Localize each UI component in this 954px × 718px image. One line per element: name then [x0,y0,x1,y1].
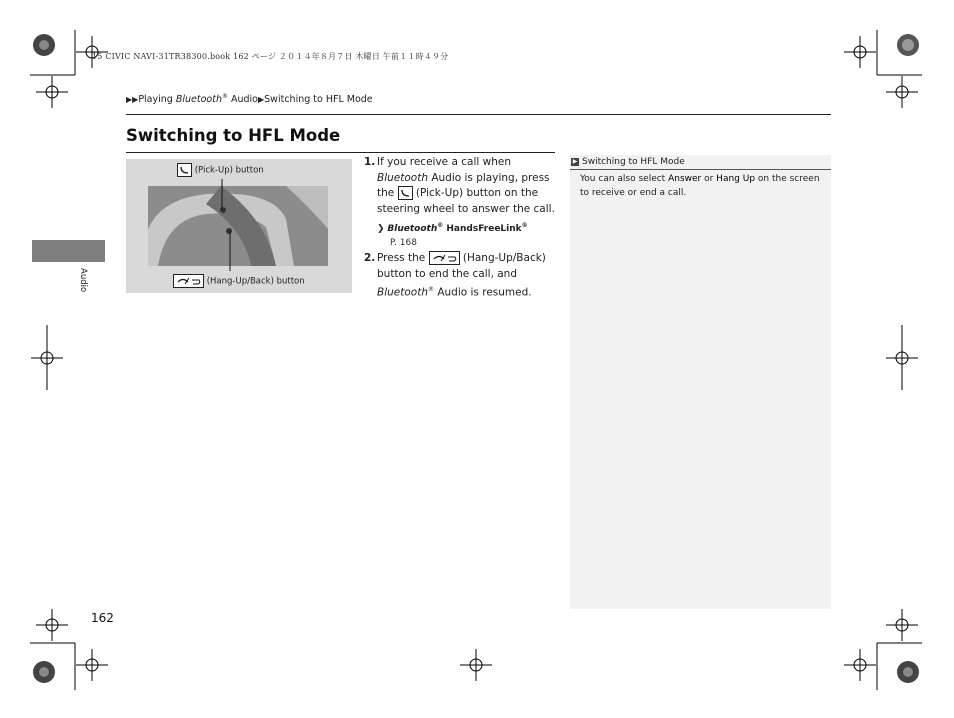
page-title: Switching to HFL Mode [126,126,341,145]
breadcrumb-reg: ® [221,93,228,100]
reference-reg: ® [437,222,444,229]
step-2-italic: Bluetooth [377,286,428,299]
steering-wheel-figure [126,159,352,293]
hangup-button-callout [173,274,305,288]
breadcrumb-part1-tail: Audio [227,94,258,106]
reference-page[interactable]: P. 168 [390,238,417,248]
step-2-text-a: Press the [377,252,429,264]
note-hangup: Hang Up [716,174,756,184]
side-note-heading [570,155,831,170]
reference-reg2: ® [521,222,528,229]
side-note-body [580,172,825,200]
breadcrumb-part1-italic: Bluetooth [175,94,222,106]
header-rule [126,114,831,115]
reference-arrow-icon: ❯ [377,224,385,234]
pickup-phone-icon [177,163,192,177]
hangup-back-icon [429,251,460,265]
breadcrumb-part2: Switching to HFL Mode [264,94,373,106]
side-note-title: Switching to HFL Mode [582,157,685,167]
note-icon: ▶ [572,157,578,165]
section-tab [32,240,105,262]
step-2 [364,251,559,301]
step-2-reg: ® [427,286,434,293]
reference-italic: Bluetooth [387,224,438,234]
instruction-steps [364,155,559,303]
note-text-1: You can also select [580,174,669,184]
step-1-number: 1. [364,156,376,168]
pickup-button-label: (Pick-Up) button [194,165,264,176]
side-note [570,155,831,609]
print-header: 15 CIVIC NAVI-31TR38300.book 162 ページ ２０１４年８月７日 木曜日 午前１１時４９分 [92,52,449,61]
step-1-italic: Bluetooth [377,171,428,184]
step-1 [364,155,559,217]
note-text-2: or [701,174,717,184]
reference-text: HandsFreeLink [443,224,522,234]
breadcrumb-sep: ▶ [258,95,265,105]
step-1-text-c: (Pick-Up) button on the steering wheel to answer the call. [377,187,555,215]
step-1-text-a: If you receive a call when [377,156,511,168]
hangup-back-icon [173,274,204,288]
note-answer: Answer [668,174,702,184]
breadcrumb-part1: Playing [138,94,176,106]
title-rule [126,152,555,153]
steering-wheel-illustration [126,159,352,293]
pickup-phone-icon [398,186,413,200]
step-2-text-c: Audio is resumed. [433,286,532,299]
step-2-text-b: (Hang-Up/Back) button to end the call, and [377,252,546,280]
breadcrumb [126,93,373,105]
step-1-text-b: Audio is playing, press the [377,171,550,199]
page-number: 162 [91,611,114,625]
breadcrumb-arrows: ▶▶ [126,95,139,105]
cross-reference[interactable] [364,219,559,236]
hangup-button-label: (Hang-Up/Back) button [206,276,305,287]
step-2-number: 2. [364,252,376,264]
note-text-3: on the screen to receive or end a call. [580,174,820,198]
section-tab-label: Audio [78,268,88,293]
pickup-button-callout [177,163,264,177]
